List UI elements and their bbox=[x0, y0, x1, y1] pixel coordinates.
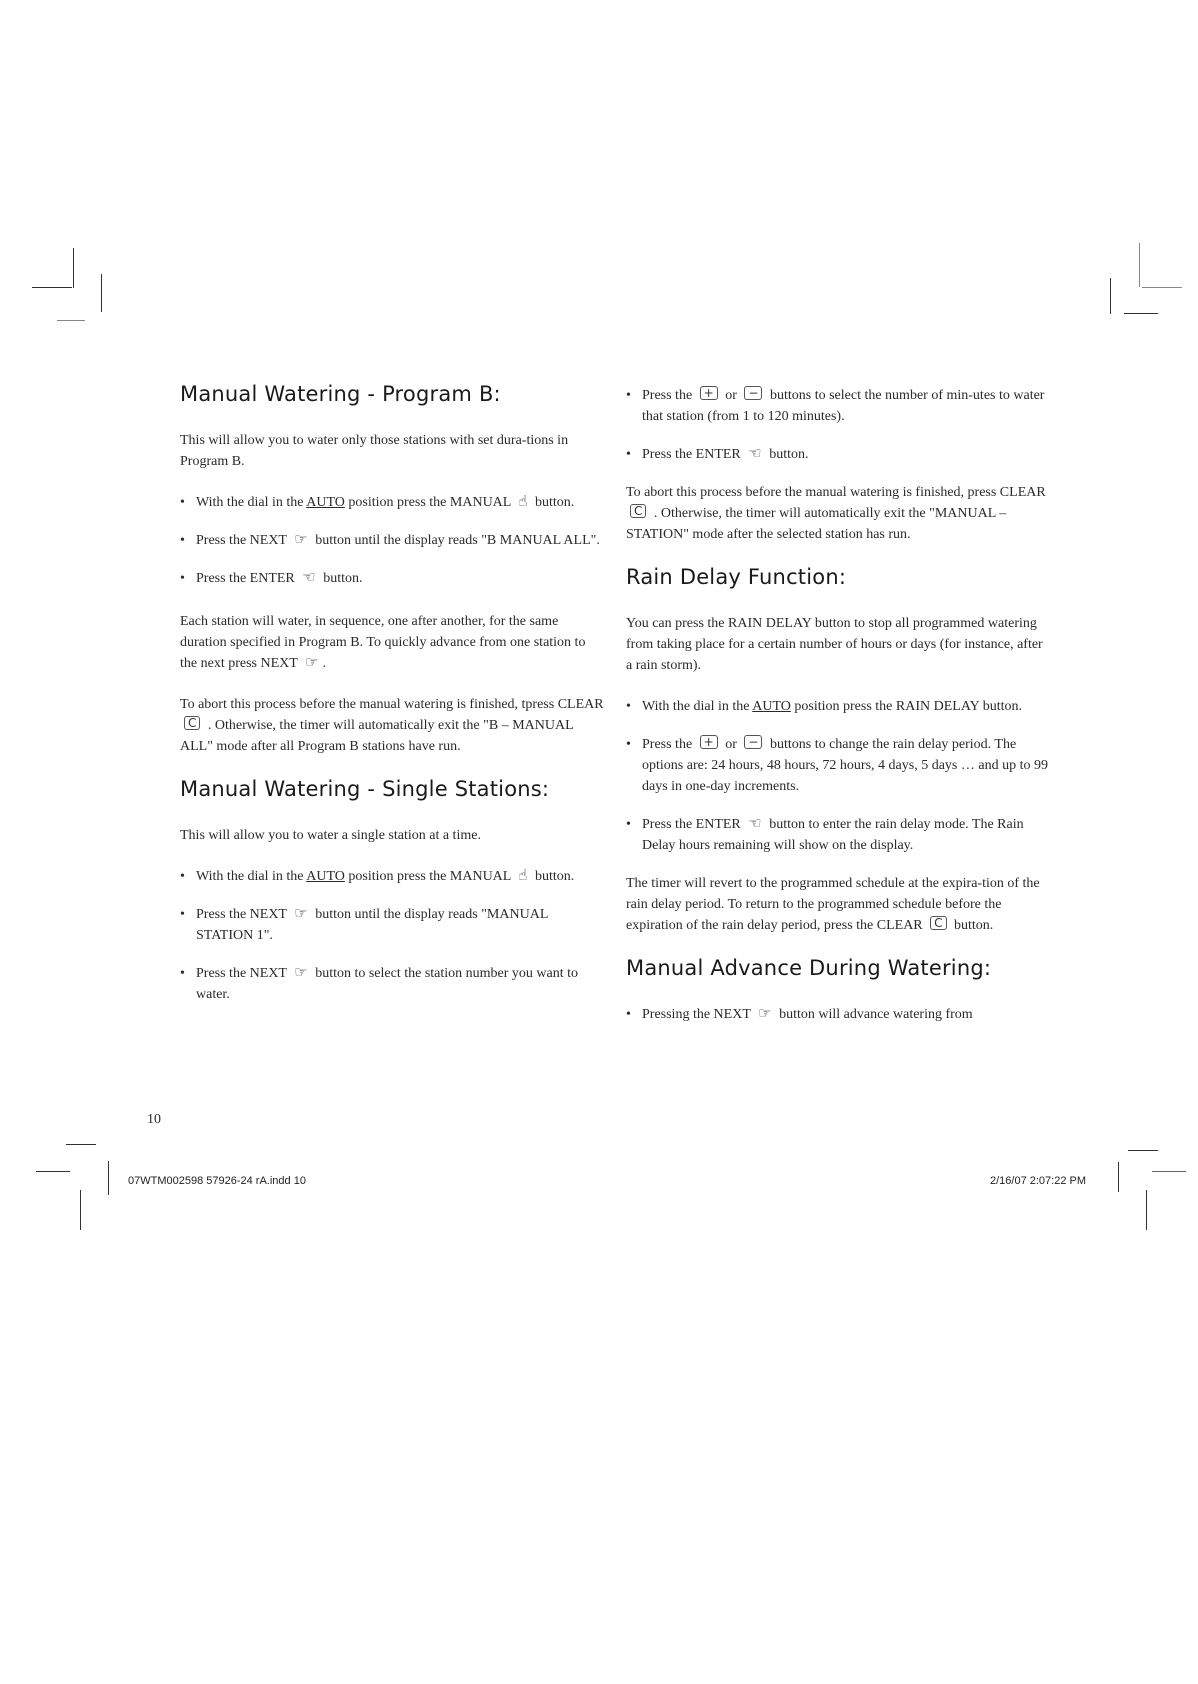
clear-key-icon: C bbox=[630, 504, 646, 518]
next-icon: ☞ bbox=[305, 653, 319, 671]
section-rain-delay bbox=[626, 565, 1051, 936]
section-intro: This will allow you to water a single station at a time. bbox=[180, 828, 481, 843]
auto-label: AUTO bbox=[752, 699, 791, 714]
list-item: • Press the NEXT ☞ button to select the station number you want to water. bbox=[180, 963, 605, 1005]
list-item: • With the dial in the AUTO position press the MANUAL ☝ button. bbox=[180, 492, 605, 513]
crop-mark bbox=[108, 1161, 109, 1195]
auto-label: AUTO bbox=[306, 869, 345, 884]
enter-icon: ☜ bbox=[748, 444, 762, 462]
instruction-list bbox=[180, 866, 605, 1005]
crop-mark bbox=[36, 1171, 70, 1172]
list-item: • Press the + or − buttons to select the number of min-utes to water that station (from 1 to 120 minutes). bbox=[626, 385, 1051, 427]
instruction-list bbox=[180, 492, 605, 589]
list-item: • Press the ENTER ☜ button. bbox=[180, 568, 605, 589]
crop-mark bbox=[101, 274, 102, 312]
plus-key-icon: + bbox=[700, 386, 718, 400]
section-heading: Manual Watering - Program B: bbox=[180, 382, 501, 406]
next-icon: ☞ bbox=[294, 530, 308, 548]
section-heading: Manual Advance During Watering: bbox=[626, 956, 992, 980]
section-heading: Manual Watering - Single Stations: bbox=[180, 777, 550, 801]
crop-mark bbox=[1152, 1171, 1186, 1172]
crop-mark bbox=[32, 287, 72, 288]
section-heading: Rain Delay Function: bbox=[626, 565, 847, 589]
list-item: • Press the + or − buttons to change the rain delay period. The options are: 24 hours, 48 hours, 72 hours, 4 days, 5 days … and up to 99 days in one-day increments. bbox=[626, 734, 1051, 797]
auto-label: AUTO bbox=[306, 495, 345, 510]
section-intro: You can press the RAIN DELAY button to stop all programmed watering from taking place for a certain number of hours or days (for instance, after a rain storm). bbox=[626, 616, 1043, 673]
minus-key-icon: − bbox=[744, 735, 762, 749]
crop-mark bbox=[1139, 243, 1140, 287]
paragraph: To abort this process before the manual watering is finished, press CLEAR C . Otherwise, the timer will automatically exit the "MANUAL – STATION" mode after the selected station has run. bbox=[626, 485, 1046, 542]
list-item: • Press the NEXT ☞ button until the display reads "B MANUAL ALL". bbox=[180, 530, 605, 551]
crop-mark bbox=[1124, 313, 1158, 314]
instruction-list bbox=[626, 696, 1051, 856]
clear-key-icon: C bbox=[930, 916, 946, 930]
crop-mark bbox=[1110, 278, 1111, 314]
crop-mark bbox=[1128, 1150, 1158, 1151]
enter-icon: ☜ bbox=[302, 568, 316, 586]
file-slug: 07WTM002598 57926-24 rA.indd 10 bbox=[128, 1175, 306, 1187]
left-column bbox=[180, 382, 605, 1022]
paragraph: To abort this process before the manual watering is finished, tpress CLEAR C . Otherwise, the timer will automatically exit the "B – MANUAL ALL" mode after all Program B stations have run. bbox=[180, 697, 604, 754]
section-manual-advance bbox=[626, 956, 1051, 1025]
list-item: • With the dial in the AUTO position press the MANUAL ☝ button. bbox=[180, 866, 605, 887]
section-manual-single-stations bbox=[180, 777, 605, 1005]
paragraph: The timer will revert to the programmed schedule at the expira-tion of the rain delay period. To return to the programmed schedule before the expiration of the rain delay period, press the CLEAR C button. bbox=[626, 876, 1040, 933]
list-item: • Pressing the NEXT ☞ button will advance watering from bbox=[626, 1004, 1051, 1025]
crop-mark bbox=[1142, 287, 1182, 288]
crop-mark bbox=[1118, 1162, 1119, 1192]
section-manual-program-b bbox=[180, 382, 605, 757]
crop-mark bbox=[80, 1190, 81, 1230]
enter-icon: ☜ bbox=[748, 814, 762, 832]
list-item: • Press the NEXT ☞ button until the display reads "MANUAL STATION 1". bbox=[180, 904, 605, 946]
plus-key-icon: + bbox=[700, 735, 718, 749]
paragraph: Each station will water, in sequence, one after another, for the same duration specified in Program B. To quickly advance from one station to the next press NEXT ☞ . bbox=[180, 614, 586, 671]
list-item: • Press the ENTER ☜ button. bbox=[626, 444, 1051, 465]
crop-mark bbox=[73, 248, 74, 288]
list-item: • With the dial in the AUTO position press the RAIN DELAY button. bbox=[626, 696, 1051, 717]
hand-icon: ☝ bbox=[518, 492, 528, 510]
next-icon: ☞ bbox=[294, 963, 308, 981]
next-icon: ☞ bbox=[758, 1004, 772, 1022]
crop-mark bbox=[66, 1144, 96, 1145]
instruction-list bbox=[626, 385, 1051, 465]
print-timestamp: 2/16/07 2:07:22 PM bbox=[990, 1175, 1087, 1187]
next-icon: ☞ bbox=[294, 904, 308, 922]
section-single-stations-continued bbox=[626, 385, 1051, 545]
hand-icon: ☝ bbox=[518, 866, 528, 884]
instruction-list bbox=[626, 1004, 1051, 1025]
page-number: 10 bbox=[147, 1112, 161, 1127]
crop-mark bbox=[57, 320, 85, 321]
list-item: • Press the ENTER ☜ button to enter the rain delay mode. The Rain Delay hours remaining will show on the display. bbox=[626, 814, 1051, 856]
crop-mark bbox=[1146, 1190, 1147, 1230]
right-column bbox=[626, 385, 1051, 1042]
minus-key-icon: − bbox=[744, 386, 762, 400]
clear-key-icon: C bbox=[184, 716, 200, 730]
section-intro: This will allow you to water only those stations with set dura-tions in Program B. bbox=[180, 433, 569, 469]
